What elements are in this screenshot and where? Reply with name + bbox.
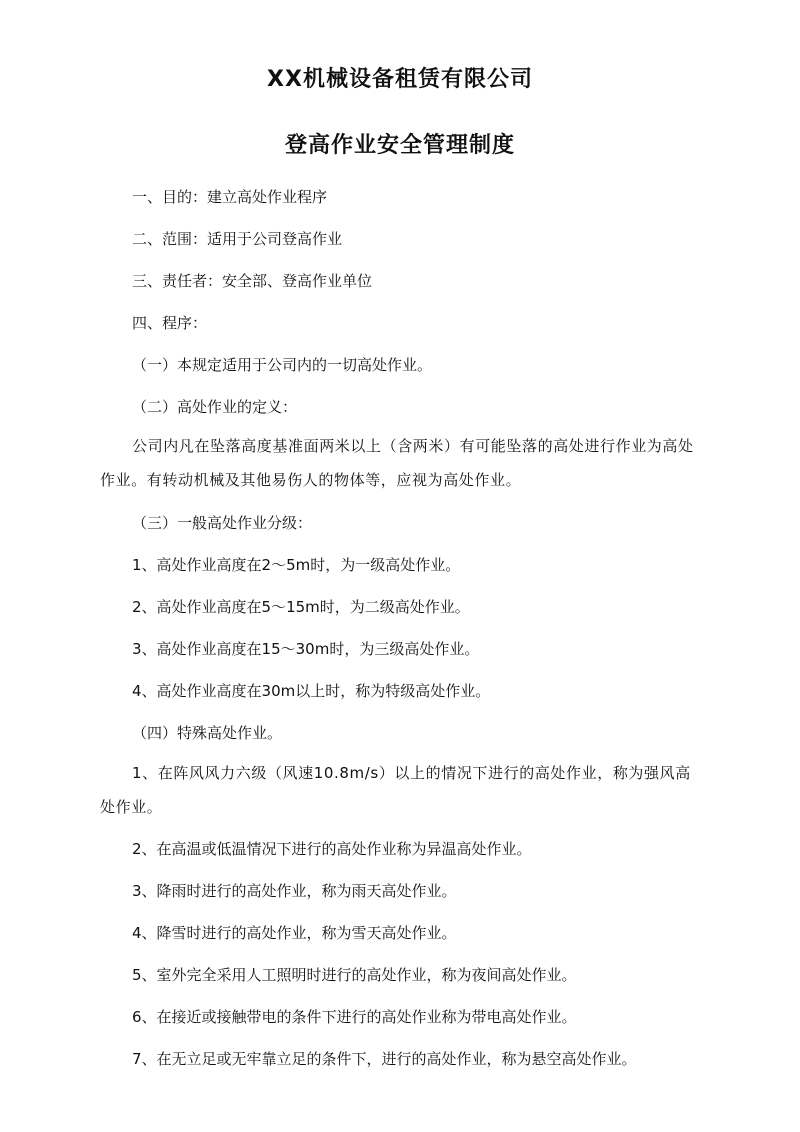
level-item-2: 2、高处作业高度在5～15m时，为二级高处作业。 xyxy=(132,598,470,616)
level-item-1: 1、高处作业高度在2～5m时，为一级高处作业。 xyxy=(132,556,461,574)
clause-1: （一）本规定适用于公司内的一切高处作业。 xyxy=(132,356,433,374)
special-item-5: 5、室外完全采用人工照明时进行的高处作业，称为夜间高处作业。 xyxy=(132,966,577,984)
definition-paragraph: 公司内凡在坠落高度基准面两米以上（含两米）有可能坠落的高处进行作业为高处作业。有转动机械及其他易伤人的物体等，应视为高处作业。 xyxy=(100,437,694,489)
special-item-4: 4、降雪时进行的高处作业，称为雪天高处作业。 xyxy=(132,924,457,942)
special-item-3: 3、降雨时进行的高处作业，称为雨天高处作业。 xyxy=(132,882,457,900)
special-item-1: 1、在阵风风力六级（风速10.8m/s）以上的情况下进行的高处作业，称为强风高处作业。 xyxy=(100,764,691,816)
section-purpose: 一、目的：建立高处作业程序 xyxy=(132,188,328,206)
section-responsible: 三、责任者：安全部、登高作业单位 xyxy=(132,272,373,290)
clause-4-heading: （四）特殊高处作业。 xyxy=(132,724,283,742)
special-item-2: 2、在高温或低温情况下进行的高处作业称为异温高处作业。 xyxy=(132,840,532,858)
special-item-7: 7、在无立足或无牢靠立足的条件下，进行的高处作业，称为悬空高处作业。 xyxy=(132,1050,637,1068)
level-item-3: 3、高处作业高度在15～30m时，为三级高处作业。 xyxy=(132,640,480,658)
document-title: 登高作业安全管理制度 xyxy=(284,133,515,158)
clause-2-heading: （二）高处作业的定义： xyxy=(132,398,298,416)
level-item-4: 4、高处作业高度在30m以上时，称为特级高处作业。 xyxy=(132,682,491,700)
section-scope: 二、范围：适用于公司登高作业 xyxy=(132,230,343,248)
company-name: XX机械设备租赁有限公司 xyxy=(267,67,533,92)
special-item-6: 6、在接近或接触带电的条件下进行的高处作业称为带电高处作业。 xyxy=(132,1008,577,1026)
section-procedure: 四、程序： xyxy=(132,314,208,332)
clause-3-heading: （三）一般高处作业分级： xyxy=(132,514,313,532)
